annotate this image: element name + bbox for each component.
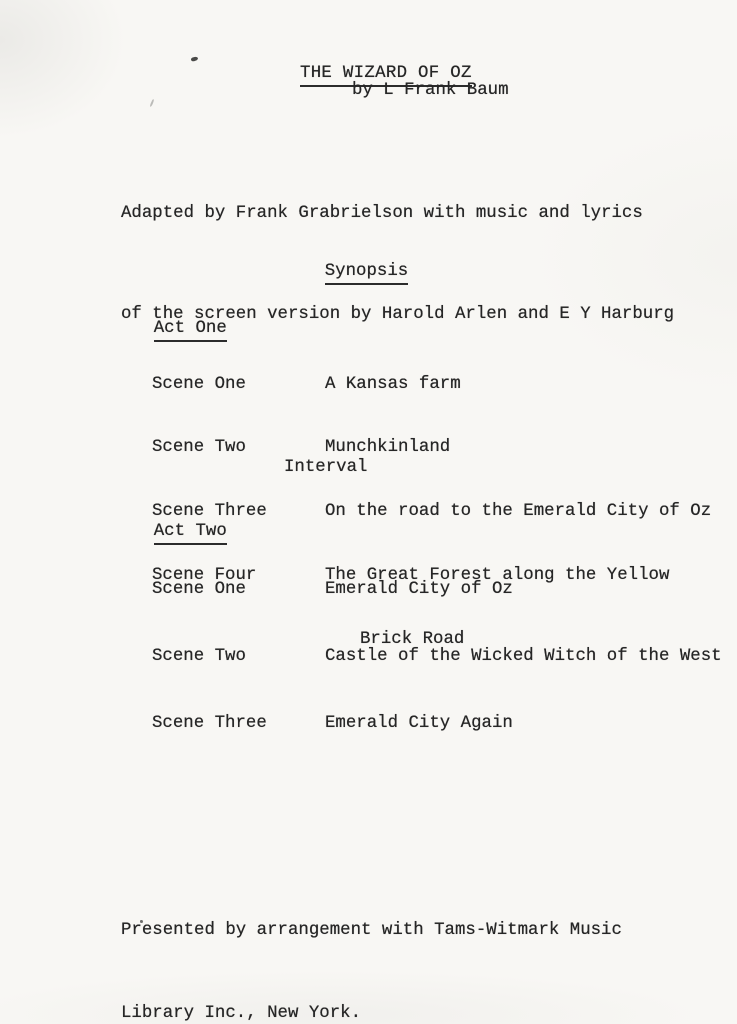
scratch-mark [149, 99, 154, 107]
rights-notice-line2: Library Inc., New York. [121, 1003, 362, 1023]
scene-row [152, 579, 722, 601]
rights-notice-line1: Presented by arrangement with Tams-Witmark Music [121, 921, 622, 941]
rights-notice [121, 862, 622, 1024]
adaptation-credit-line2: of the screen version by Harold Arlen and E Y Harburg [121, 304, 675, 324]
scene-description-continuation: Brick Road [360, 630, 465, 650]
interval-label: Interval [284, 458, 368, 477]
synopsis-heading-text: Synopsis [325, 262, 409, 285]
scene-row [152, 437, 711, 458]
scene-row [152, 646, 722, 668]
act-two-heading-text: Act Two [154, 522, 227, 545]
scene-label: Scene One [152, 374, 246, 394]
scene-row [152, 374, 711, 395]
ink-speck [191, 56, 199, 62]
scene-row [152, 501, 711, 522]
scene-label: Scene Three [152, 714, 267, 734]
scene-label: Scene Two [152, 647, 246, 667]
scene-description: Emerald City Again [325, 714, 513, 734]
scene-row [152, 713, 722, 735]
scene-label: Scene Four [152, 566, 257, 586]
scene-description: A Kansas farm [325, 374, 461, 394]
scene-description: Munchkinland [325, 438, 451, 458]
scene-description: On the road to the Emerald City of Oz [325, 502, 712, 522]
scene-label: Scene Two [152, 438, 246, 458]
act-two-scene-list [152, 534, 722, 780]
scene-label: Scene Three [152, 502, 267, 522]
adaptation-credit-line1: Adapted by Frank Grabrielson with music and lyrics [121, 204, 643, 223]
scene-description: Emerald City of Oz [325, 579, 513, 599]
document-title-text: THE WIZARD OF OZ [300, 64, 472, 87]
act-one-heading-text: Act One [154, 319, 227, 342]
synopsis-heading [283, 243, 408, 304]
scene-description: The Great Forest along the Yellow [325, 566, 670, 586]
author-byline: by L Frank Baum [352, 81, 509, 100]
scene-label: Scene One [152, 579, 246, 599]
scene-description: Castle of the Wicked Witch of the West [325, 647, 722, 667]
